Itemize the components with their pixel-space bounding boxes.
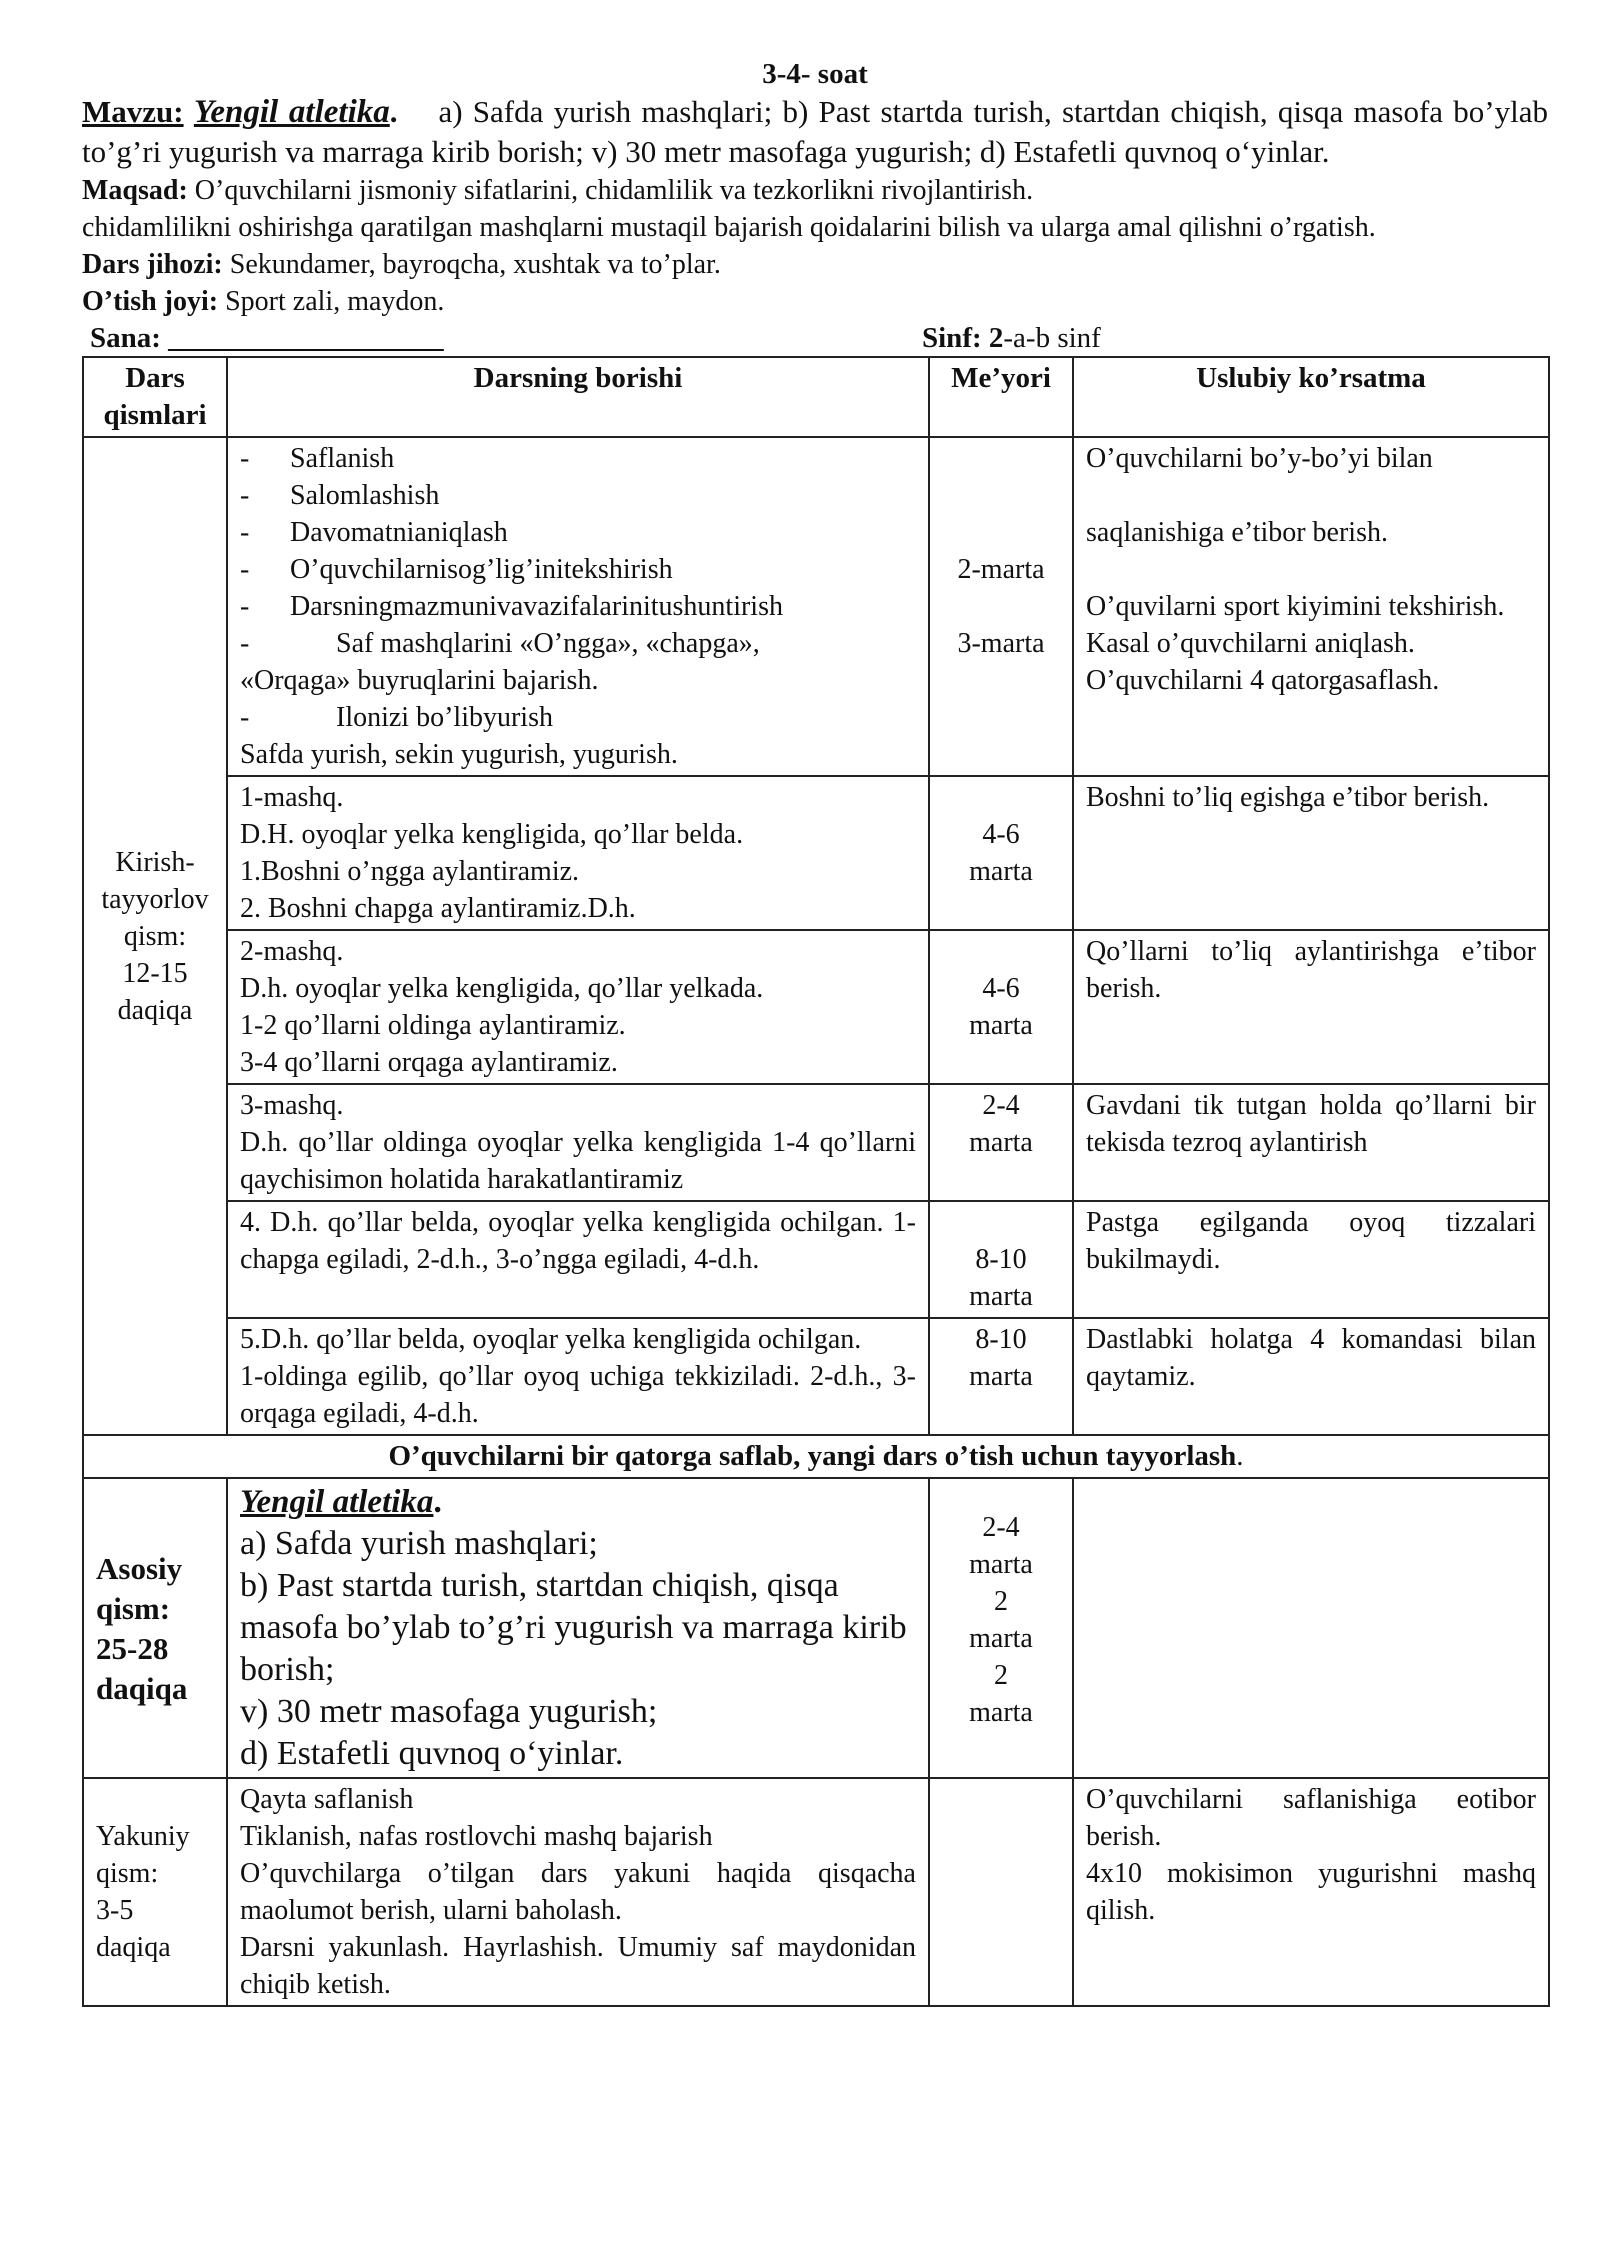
- equipment-label: Dars jihozi:: [82, 249, 223, 280]
- date-label: Sana:: [90, 322, 161, 354]
- col-header-notes: Uslubiy ko’rsatma: [1073, 357, 1549, 437]
- place-label: O’tish joyi:: [82, 286, 219, 317]
- table-row: 3-mashq. D.h. qo’llar oldinga oyoqlar yelka kengligida 1-4 qo’llarni qaychisimon holatida harakatlantiramiz 2-4 marta Gavdani tik tutgan holda qo’llarni bir tekisda tezroq aylantirish: [83, 1084, 1549, 1201]
- list-item: - Salomlashish: [240, 480, 440, 511]
- topic-label: Mavzu:: [82, 94, 184, 129]
- goal-line: [82, 172, 1548, 209]
- goal-label: Maqsad:: [82, 175, 188, 206]
- table-row: 4. D.h. qo’llar belda, oyoqlar yelka kengligida ochilgan. 1-chapga egiladi, 2-d.h., 3-o’ngga egiladi, 4-d.h. 8-10 marta Pastga egilganda oyoq tizzalari bukilmaydi.: [83, 1201, 1549, 1318]
- list-item: Safda yurish, sekin yugurish, yugurish.: [240, 739, 678, 770]
- col-header-parts: Dars qismlari: [83, 357, 227, 437]
- list-item: - Saf mashqlarini «O’ngga», «chapga»,: [240, 628, 760, 659]
- topic-name: Yengil atletika: [193, 94, 390, 130]
- date-blank: ___________________: [168, 322, 444, 354]
- table-row: 5.D.h. qo’llar belda, oyoqlar yelka kengligida ochilgan. 1-oldinga egilib, qo’llar oyoq uchiga tekkiziladi. 2-d.h., 3-orqaga egiladi, 4-d.h. 8-10 marta Dastlabki holatga 4 komandasi bilan qaytamiz.: [83, 1318, 1549, 1435]
- main-norm-cell: 2-4 marta 2 marta 2 marta: [929, 1478, 1073, 1778]
- list-item: - Darsningmazmunivavazifalarinitushuntirish: [240, 591, 783, 622]
- list-item: - Davomatnianiqlash: [240, 517, 508, 548]
- date-class-line: [82, 320, 1548, 356]
- table-row: [83, 1435, 1549, 1478]
- class-text: -a-b sinf: [1003, 322, 1101, 354]
- table-row: [83, 437, 1549, 776]
- class-number: 2: [988, 322, 1004, 354]
- topic-paragraph: Mavzu: Yengil atletika. a) Safda yurish mashqlari; b) Past startda turish, startdan chiqish, qisqa masofa bo’ylab to’g’ri yugurish va marraga kirib borish; v) 30 metr masofaga yugurish; d) Estafetli quvnoq o‘yinlar.: [82, 94, 1548, 169]
- goal-text: O’quvchilarni jismoniy sifatlarini, chidamlilik va tezkorlikni rivojlantirish.: [194, 175, 1034, 206]
- col-header-course: Darsning borishi: [227, 357, 929, 437]
- table-header-row: [83, 357, 1549, 437]
- place-text: Sport zali, maydon.: [225, 286, 445, 317]
- intro-steps-cell: [227, 437, 929, 776]
- list-item: «Orqaga» buyruqlarini bajarish.: [240, 665, 599, 696]
- final-notes-cell: O’quvchilarni saflanishiga eotibor berish. 4x10 mokisimon yugurishni mashq qilish.: [1073, 1778, 1549, 2006]
- table-row: [83, 1778, 1549, 2006]
- main-part-cell: Asosiy qism: 25-28 daqiqa: [83, 1478, 227, 1778]
- intro-norm-cell: 2-marta 3-marta: [929, 437, 1073, 776]
- equipment-line: [82, 246, 1548, 283]
- lesson-title: 3-4- soat: [762, 58, 868, 90]
- table-row: 2-mashq. D.h. oyoqlar yelka kengligida, qo’llar yelkada. 1-2 qo’llarni oldinga aylantiramiz. 3-4 qo’llarni orqaga aylantiramiz. 4-6 marta Qo’llarni to’liq aylantirishga e’tibor berish.: [83, 930, 1549, 1084]
- lesson-plan-page: [82, 56, 1548, 2007]
- final-content-cell: Qayta saflanish Tiklanish, nafas rostlovchi mashq bajarish O’quvchilarga o’tilgan dars yakuni haqida qisqacha maolumot berish, ularni baholash. Darsni yakunlash. Hayrlashish. Umumiy saf maydonidan chiqib ketish.: [227, 1778, 929, 2006]
- main-content-cell: Yengil atletika. a) Safda yurish mashqlari; b) Past startda turish, startdan chiqish, qisqa masofa bo’ylab to’g’ri yugurish va marraga kirib borish; v) 30 metr masofaga yugurish; d) Estafetli quvnoq o‘yinlar.: [227, 1478, 929, 1778]
- list-item: - O’quvchilarnisog’lig’initekshirish: [240, 554, 673, 585]
- table-row: [83, 1478, 1549, 1778]
- lesson-table: [82, 356, 1550, 2007]
- separator-row: O’quvchilarni bir qatorga saflab, yangi dars o’tish uchun tayyorlash.: [83, 1435, 1549, 1478]
- intro-part-cell: Kirish- tayyorlov qism: 12-15 daqiqa: [83, 437, 227, 1435]
- equipment-text: Sekundamer, bayroqcha, xushtak va to’plar.: [229, 249, 721, 280]
- list-item: - Saflanish: [240, 443, 395, 474]
- table-row: 1-mashq. D.H. oyoqlar yelka kengligida, qo’llar belda. 1.Boshni o’ngga aylantiramiz. 2. Boshni chapga aylantiramiz.D.h. 4-6 marta Boshni to’liq egishga e’tibor berish.: [83, 776, 1549, 930]
- list-item: - Ilonizi bo’libyurish: [240, 702, 553, 733]
- final-part-cell: Yakuniy qism: 3-5 daqiqa: [83, 1778, 227, 2006]
- topic-text: a) Safda yurish mashqlari; b) Past startda turish, startdan chiqish, qisqa masofa bo’ylab to’g’ri yugurish va marraga kirib borish; v) 30 metr masofaga yugurish; d) Estafetli quvnoq o‘yinlar.: [82, 94, 1548, 169]
- col-header-norm: Me’yori: [929, 357, 1073, 437]
- main-notes-cell: [1073, 1478, 1549, 1778]
- final-norm-cell: [929, 1778, 1073, 2006]
- place-line: [82, 283, 1548, 320]
- goal-text-2: chidamlilikni oshirishga qaratilgan mashqlarni mustaqil bajarish qoidalarini bilish va ularga amal qilishni o’rgatish.: [82, 212, 1376, 243]
- class-label: Sinf:: [922, 322, 982, 354]
- intro-notes-cell: O’quvchilarni bo’y-bo’yi bilan saqlanishiga e’tibor berish. O’quvilarni sport kiyimini tekshirish. Kasal o’quvchilarni aniqlash. O’quvchilarni 4 qatorgasaflash.: [1073, 437, 1549, 776]
